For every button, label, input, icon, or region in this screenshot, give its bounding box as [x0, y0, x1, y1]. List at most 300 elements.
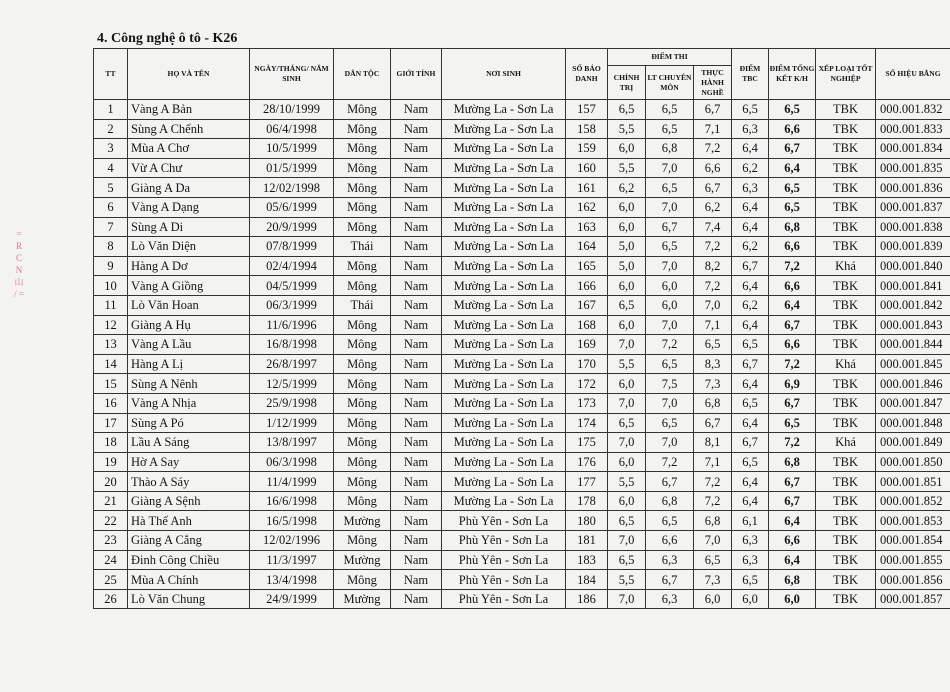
section-title: 4. Công nghệ ô tô - K26	[97, 31, 238, 46]
cell-total: 6,7	[769, 139, 816, 159]
cell-theory: 6,7	[646, 472, 694, 492]
cell-birthplace: Phù Yên - Sơn La	[442, 570, 566, 590]
cell-birthplace: Mường La - Sơn La	[442, 472, 566, 492]
graduation-table-container	[93, 48, 950, 609]
cell-ethnic: Mông	[334, 335, 391, 355]
cell-cert: 000.001.838	[876, 217, 950, 237]
cell-gender: Nam	[391, 100, 442, 120]
cell-tt: 14	[94, 354, 128, 374]
cell-tt: 22	[94, 511, 128, 531]
header-exam-group: ĐIỂM THI	[608, 49, 732, 66]
cell-gender: Nam	[391, 374, 442, 394]
cell-total: 6,5	[769, 413, 816, 433]
cell-birthplace: Mường La - Sơn La	[442, 335, 566, 355]
cell-total: 6,6	[769, 119, 816, 139]
cell-birthplace: Mường La - Sơn La	[442, 139, 566, 159]
cell-birthplace: Mường La - Sơn La	[442, 217, 566, 237]
cell-name: Vàng A Lầu	[128, 335, 250, 355]
cell-theory: 7,0	[646, 256, 694, 276]
cell-practice: 7,1	[694, 315, 732, 335]
cell-dob: 1/12/1999	[250, 413, 334, 433]
cell-politics: 6,2	[608, 178, 646, 198]
cell-birthplace: Mường La - Sơn La	[442, 354, 566, 374]
cell-tt: 12	[94, 315, 128, 335]
cell-dob: 01/5/1999	[250, 158, 334, 178]
cell-politics: 6,5	[608, 295, 646, 315]
cell-cert: 000.001.851	[876, 472, 950, 492]
cell-dob: 25/9/1998	[250, 393, 334, 413]
cell-tt: 19	[94, 452, 128, 472]
cell-name: Vừ A Chư	[128, 158, 250, 178]
cell-grade: TBK	[816, 158, 876, 178]
cell-birthplace: Mường La - Sơn La	[442, 491, 566, 511]
cell-avg: 6,4	[732, 374, 769, 394]
cell-sbd: 180	[566, 511, 608, 531]
cell-cert: 000.001.850	[876, 452, 950, 472]
cell-grade: TBK	[816, 511, 876, 531]
cell-practice: 7,0	[694, 295, 732, 315]
cell-birthplace: Mường La - Sơn La	[442, 315, 566, 335]
cell-theory: 7,5	[646, 374, 694, 394]
cell-practice: 6,8	[694, 393, 732, 413]
cell-gender: Nam	[391, 393, 442, 413]
cell-politics: 6,0	[608, 217, 646, 237]
cell-avg: 6,2	[732, 237, 769, 257]
table-row	[94, 413, 950, 433]
cell-sbd: 157	[566, 100, 608, 120]
cell-total: 6,8	[769, 570, 816, 590]
cell-ethnic: Mường	[334, 589, 391, 609]
cell-avg: 6,4	[732, 315, 769, 335]
header-avg: ĐIỂM TBC	[732, 49, 769, 100]
cell-practice: 8,3	[694, 354, 732, 374]
cell-gender: Nam	[391, 354, 442, 374]
cell-name: Giàng A Da	[128, 178, 250, 198]
table-row	[94, 178, 950, 198]
cell-tt: 5	[94, 178, 128, 198]
cell-practice: 6,5	[694, 335, 732, 355]
cell-tt: 11	[94, 295, 128, 315]
cell-ethnic: Mông	[334, 531, 391, 551]
cell-theory: 7,2	[646, 335, 694, 355]
cell-birthplace: Mường La - Sơn La	[442, 433, 566, 453]
cell-name: Sùng A Chểnh	[128, 119, 250, 139]
cell-theory: 6,5	[646, 100, 694, 120]
table-row	[94, 119, 950, 139]
cell-theory: 7,0	[646, 433, 694, 453]
cell-total: 6,4	[769, 158, 816, 178]
cell-sbd: 178	[566, 491, 608, 511]
cell-birthplace: Mường La - Sơn La	[442, 413, 566, 433]
cell-sbd: 184	[566, 570, 608, 590]
cell-sbd: 160	[566, 158, 608, 178]
table-header	[94, 49, 950, 100]
cell-total: 6,5	[769, 178, 816, 198]
cell-tt: 16	[94, 393, 128, 413]
header-theory: LT CHUYÊN MÔN	[646, 66, 694, 100]
cell-name: Đinh Công Chiều	[128, 550, 250, 570]
cell-ethnic: Mông	[334, 158, 391, 178]
cell-practice: 7,3	[694, 374, 732, 394]
cell-politics: 5,5	[608, 119, 646, 139]
header-birthplace: NƠI SINH	[442, 49, 566, 100]
cell-cert: 000.001.857	[876, 589, 950, 609]
cell-cert: 000.001.856	[876, 570, 950, 590]
cell-grade: TBK	[816, 295, 876, 315]
header-ethnic: DÂN TỘC	[334, 49, 391, 100]
cell-sbd: 158	[566, 119, 608, 139]
cell-dob: 11/3/1997	[250, 550, 334, 570]
cell-tt: 24	[94, 550, 128, 570]
cell-name: Hà Thế Anh	[128, 511, 250, 531]
table-row	[94, 531, 950, 551]
cell-avg: 6,3	[732, 550, 769, 570]
cell-sbd: 181	[566, 531, 608, 551]
cell-practice: 7,3	[694, 570, 732, 590]
cell-practice: 7,1	[694, 452, 732, 472]
header-cert: SỐ HIỆU BẰNG	[876, 49, 950, 100]
cell-ethnic: Mông	[334, 139, 391, 159]
cell-name: Vàng A Giồng	[128, 276, 250, 296]
cell-cert: 000.001.842	[876, 295, 950, 315]
cell-avg: 6,7	[732, 433, 769, 453]
cell-ethnic: Mông	[334, 217, 391, 237]
cell-practice: 6,6	[694, 158, 732, 178]
table-row	[94, 354, 950, 374]
cell-practice: 7,4	[694, 217, 732, 237]
cell-practice: 6,5	[694, 550, 732, 570]
cell-gender: Nam	[391, 178, 442, 198]
cell-name: Giàng A Sệnh	[128, 491, 250, 511]
cell-gender: Nam	[391, 256, 442, 276]
header-total: ĐIỂM TỔNG KẾT K/H	[769, 49, 816, 100]
cell-sbd: 162	[566, 197, 608, 217]
cell-gender: Nam	[391, 531, 442, 551]
cell-cert: 000.001.848	[876, 413, 950, 433]
table-row	[94, 139, 950, 159]
cell-name: Hàng A Lị	[128, 354, 250, 374]
cell-gender: Nam	[391, 413, 442, 433]
cell-avg: 6,5	[732, 393, 769, 413]
cell-theory: 7,0	[646, 158, 694, 178]
cell-birthplace: Mường La - Sơn La	[442, 119, 566, 139]
cell-name: Vàng A Bản	[128, 100, 250, 120]
cell-ethnic: Mông	[334, 354, 391, 374]
cell-dob: 16/6/1998	[250, 491, 334, 511]
cell-grade: TBK	[816, 335, 876, 355]
cell-name: Mùa A Chơ	[128, 139, 250, 159]
cell-birthplace: Mường La - Sơn La	[442, 100, 566, 120]
cell-cert: 000.001.844	[876, 335, 950, 355]
cell-grade: TBK	[816, 531, 876, 551]
cell-total: 6,6	[769, 276, 816, 296]
cell-tt: 2	[94, 119, 128, 139]
cell-dob: 28/10/1999	[250, 100, 334, 120]
cell-tt: 6	[94, 197, 128, 217]
cell-sbd: 186	[566, 589, 608, 609]
cell-politics: 5,5	[608, 472, 646, 492]
cell-theory: 6,5	[646, 119, 694, 139]
cell-sbd: 164	[566, 237, 608, 257]
cell-birthplace: Phù Yên - Sơn La	[442, 589, 566, 609]
cell-ethnic: Mông	[334, 472, 391, 492]
cell-sbd: 166	[566, 276, 608, 296]
cell-theory: 6,7	[646, 570, 694, 590]
cell-sbd: 170	[566, 354, 608, 374]
cell-dob: 12/02/1996	[250, 531, 334, 551]
cell-avg: 6,5	[732, 452, 769, 472]
cell-avg: 6,4	[732, 197, 769, 217]
cell-grade: TBK	[816, 178, 876, 198]
cell-birthplace: Mường La - Sơn La	[442, 237, 566, 257]
cell-birthplace: Mường La - Sơn La	[442, 295, 566, 315]
cell-practice: 7,0	[694, 531, 732, 551]
cell-cert: 000.001.832	[876, 100, 950, 120]
header-gender: GIỚI TÍNH	[391, 49, 442, 100]
cell-birthplace: Mường La - Sơn La	[442, 256, 566, 276]
cell-birthplace: Mường La - Sơn La	[442, 158, 566, 178]
cell-total: 6,8	[769, 217, 816, 237]
cell-gender: Nam	[391, 197, 442, 217]
cell-total: 6,4	[769, 511, 816, 531]
cell-theory: 6,0	[646, 295, 694, 315]
cell-gender: Nam	[391, 139, 442, 159]
cell-theory: 6,5	[646, 511, 694, 531]
cell-tt: 15	[94, 374, 128, 394]
cell-practice: 7,2	[694, 276, 732, 296]
cell-politics: 5,5	[608, 570, 646, 590]
cell-tt: 17	[94, 413, 128, 433]
cell-cert: 000.001.833	[876, 119, 950, 139]
cell-avg: 6,7	[732, 354, 769, 374]
cell-gender: Nam	[391, 570, 442, 590]
cell-total: 6,4	[769, 550, 816, 570]
cell-ethnic: Mường	[334, 550, 391, 570]
cell-grade: TBK	[816, 315, 876, 335]
cell-ethnic: Thái	[334, 237, 391, 257]
cell-politics: 5,0	[608, 256, 646, 276]
header-dob: NGÀY/THÁNG/ NĂM SINH	[250, 49, 334, 100]
cell-gender: Nam	[391, 491, 442, 511]
cell-cert: 000.001.839	[876, 237, 950, 257]
cell-politics: 6,5	[608, 550, 646, 570]
cell-grade: Khá	[816, 354, 876, 374]
cell-gender: Nam	[391, 237, 442, 257]
cell-total: 6,6	[769, 531, 816, 551]
cell-practice: 7,2	[694, 237, 732, 257]
cell-gender: Nam	[391, 335, 442, 355]
header-tt: TT	[94, 49, 128, 100]
cell-name: Mùa A Chính	[128, 570, 250, 590]
cell-grade: TBK	[816, 119, 876, 139]
cell-sbd: 173	[566, 393, 608, 413]
cell-gender: Nam	[391, 119, 442, 139]
cell-theory: 6,5	[646, 354, 694, 374]
cell-politics: 6,5	[608, 511, 646, 531]
table-row	[94, 335, 950, 355]
cell-cert: 000.001.852	[876, 491, 950, 511]
cell-dob: 24/9/1999	[250, 589, 334, 609]
table-row	[94, 256, 950, 276]
cell-politics: 7,0	[608, 393, 646, 413]
cell-name: Sùng A Di	[128, 217, 250, 237]
cell-politics: 6,0	[608, 139, 646, 159]
table-row	[94, 393, 950, 413]
cell-total: 6,5	[769, 100, 816, 120]
cell-grade: TBK	[816, 550, 876, 570]
cell-name: Lò Văn Hoan	[128, 295, 250, 315]
cell-ethnic: Mông	[334, 570, 391, 590]
cell-avg: 6,0	[732, 589, 769, 609]
cell-ethnic: Mông	[334, 256, 391, 276]
cell-politics: 7,0	[608, 335, 646, 355]
cell-name: Lầu A Sáng	[128, 433, 250, 453]
cell-theory: 6,3	[646, 550, 694, 570]
cell-cert: 000.001.843	[876, 315, 950, 335]
cell-dob: 10/5/1999	[250, 139, 334, 159]
cell-grade: TBK	[816, 374, 876, 394]
cell-theory: 6,6	[646, 531, 694, 551]
cell-sbd: 176	[566, 452, 608, 472]
cell-avg: 6,4	[732, 276, 769, 296]
table-row	[94, 295, 950, 315]
cell-grade: TBK	[816, 491, 876, 511]
cell-ethnic: Mường	[334, 511, 391, 531]
margin-marks: = R C N 山 / =	[14, 229, 24, 299]
cell-tt: 18	[94, 433, 128, 453]
cell-avg: 6,2	[732, 295, 769, 315]
cell-tt: 23	[94, 531, 128, 551]
cell-total: 6,7	[769, 393, 816, 413]
cell-gender: Nam	[391, 452, 442, 472]
cell-cert: 000.001.837	[876, 197, 950, 217]
cell-sbd: 169	[566, 335, 608, 355]
cell-politics: 6,0	[608, 276, 646, 296]
cell-avg: 6,2	[732, 158, 769, 178]
cell-gender: Nam	[391, 217, 442, 237]
graduation-table	[93, 48, 950, 609]
header-sbd: SỐ BÁO DANH	[566, 49, 608, 100]
cell-sbd: 165	[566, 256, 608, 276]
cell-sbd: 161	[566, 178, 608, 198]
cell-total: 7,2	[769, 256, 816, 276]
cell-name: Thào A Sáy	[128, 472, 250, 492]
cell-tt: 26	[94, 589, 128, 609]
cell-total: 6,0	[769, 589, 816, 609]
cell-theory: 6,5	[646, 413, 694, 433]
cell-name: Lò Văn Diện	[128, 237, 250, 257]
cell-dob: 11/4/1999	[250, 472, 334, 492]
cell-total: 6,7	[769, 491, 816, 511]
cell-birthplace: Mường La - Sơn La	[442, 393, 566, 413]
cell-total: 6,4	[769, 295, 816, 315]
cell-birthplace: Phù Yên - Sơn La	[442, 511, 566, 531]
cell-ethnic: Mông	[334, 374, 391, 394]
cell-grade: Khá	[816, 256, 876, 276]
cell-dob: 16/8/1998	[250, 335, 334, 355]
cell-cert: 000.001.841	[876, 276, 950, 296]
cell-name: Sùng A Pó	[128, 413, 250, 433]
cell-theory: 7,2	[646, 452, 694, 472]
cell-tt: 4	[94, 158, 128, 178]
cell-sbd: 183	[566, 550, 608, 570]
cell-avg: 6,4	[732, 139, 769, 159]
cell-dob: 02/4/1994	[250, 256, 334, 276]
cell-avg: 6,3	[732, 119, 769, 139]
cell-birthplace: Phù Yên - Sơn La	[442, 531, 566, 551]
header-practice: THỰC HÀNH NGHỀ	[694, 66, 732, 100]
table-row	[94, 472, 950, 492]
cell-practice: 6,7	[694, 413, 732, 433]
cell-dob: 12/5/1999	[250, 374, 334, 394]
cell-sbd: 175	[566, 433, 608, 453]
cell-ethnic: Mông	[334, 197, 391, 217]
cell-gender: Nam	[391, 158, 442, 178]
cell-birthplace: Mường La - Sơn La	[442, 452, 566, 472]
cell-gender: Nam	[391, 276, 442, 296]
cell-total: 6,7	[769, 315, 816, 335]
cell-theory: 6,8	[646, 491, 694, 511]
cell-cert: 000.001.836	[876, 178, 950, 198]
cell-theory: 6,5	[646, 178, 694, 198]
cell-avg: 6,7	[732, 256, 769, 276]
cell-politics: 6,5	[608, 413, 646, 433]
cell-name: Vàng A Nhịa	[128, 393, 250, 413]
cell-theory: 6,0	[646, 276, 694, 296]
cell-grade: TBK	[816, 237, 876, 257]
cell-politics: 5,5	[608, 158, 646, 178]
cell-politics: 6,0	[608, 315, 646, 335]
cell-politics: 7,0	[608, 433, 646, 453]
table-row	[94, 276, 950, 296]
table-row	[94, 197, 950, 217]
cell-avg: 6,3	[732, 531, 769, 551]
cell-ethnic: Mông	[334, 452, 391, 472]
cell-birthplace: Mường La - Sơn La	[442, 197, 566, 217]
cell-politics: 5,0	[608, 237, 646, 257]
cell-sbd: 168	[566, 315, 608, 335]
table-row	[94, 550, 950, 570]
cell-gender: Nam	[391, 550, 442, 570]
cell-tt: 21	[94, 491, 128, 511]
cell-birthplace: Mường La - Sơn La	[442, 276, 566, 296]
cell-avg: 6,5	[732, 335, 769, 355]
cell-politics: 6,5	[608, 100, 646, 120]
cell-grade: TBK	[816, 472, 876, 492]
cell-politics: 6,0	[608, 197, 646, 217]
cell-theory: 7,0	[646, 315, 694, 335]
cell-grade: TBK	[816, 393, 876, 413]
cell-dob: 07/8/1999	[250, 237, 334, 257]
cell-practice: 6,7	[694, 178, 732, 198]
cell-tt: 25	[94, 570, 128, 590]
cell-birthplace: Mường La - Sơn La	[442, 178, 566, 198]
cell-ethnic: Mông	[334, 393, 391, 413]
cell-avg: 6,4	[732, 491, 769, 511]
cell-grade: TBK	[816, 570, 876, 590]
cell-politics: 6,0	[608, 374, 646, 394]
cell-gender: Nam	[391, 295, 442, 315]
cell-theory: 6,5	[646, 237, 694, 257]
cell-cert: 000.001.855	[876, 550, 950, 570]
cell-grade: TBK	[816, 139, 876, 159]
cell-cert: 000.001.847	[876, 393, 950, 413]
cell-grade: TBK	[816, 276, 876, 296]
header-grade: XẾP LOẠI TỐT NGHIỆP	[816, 49, 876, 100]
cell-dob: 06/3/1998	[250, 452, 334, 472]
cell-ethnic: Mông	[334, 178, 391, 198]
cell-cert: 000.001.846	[876, 374, 950, 394]
